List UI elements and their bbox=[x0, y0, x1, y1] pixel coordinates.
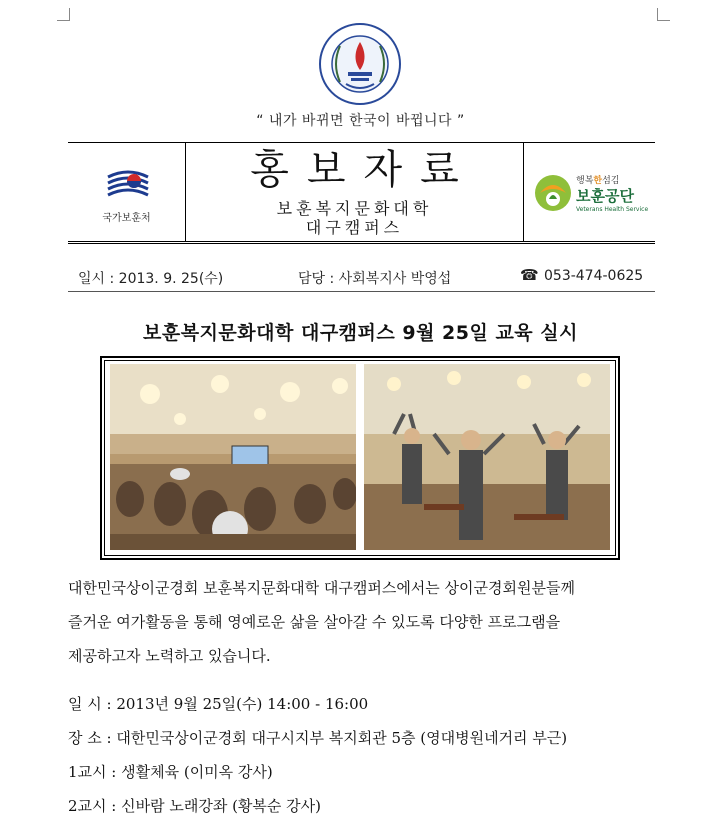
document-subtitle: 보훈복지문화대학 bbox=[276, 199, 433, 218]
body-paragraph-line: 제공하고자 노력하고 있습니다. bbox=[68, 647, 271, 665]
vhs-cell bbox=[524, 143, 655, 241]
telephone-icon: ☎ bbox=[520, 266, 539, 284]
document-title: 홍보자료 bbox=[250, 147, 477, 193]
body-paragraph-line: 즐거운 여가활동을 통해 영예로운 삶을 살아갈 수 있도록 다양한 프로그램을 bbox=[68, 613, 561, 631]
slogan: “ 내가 바뀌면 한국이 바뀝니다 ” bbox=[256, 113, 465, 129]
ministry-label: 국가보훈처 bbox=[102, 213, 151, 224]
class-period-2: 2교시 : 신바람 노래강좌 (황복순 강사) bbox=[68, 797, 322, 815]
contact-person: 담당 : 사회복지사 박영섭 bbox=[298, 271, 452, 287]
title-cell bbox=[186, 143, 524, 241]
event-time: 일 시 : 2013년 9월 25일(수) 14:00 - 16:00 bbox=[68, 695, 369, 713]
body-paragraph-line: 대한민국상이군경회 보훈복지문화대학 대구캠퍼스에서는 상이군경회원분들께 bbox=[68, 579, 575, 597]
document-subtitle-campus: 대구캠퍼스 bbox=[305, 218, 404, 237]
contact-phone: 053-474-0625 bbox=[544, 268, 644, 284]
meta-line bbox=[68, 258, 655, 292]
headline: 보훈복지문화대학 대구캠퍼스 9월 25일 교육 실시 bbox=[143, 322, 578, 344]
class-period-1: 1교시 : 생활체육 (이미옥 강사) bbox=[68, 763, 273, 781]
ministry-cell bbox=[68, 143, 186, 241]
press-release-header bbox=[68, 142, 655, 244]
ministry-logo-icon bbox=[100, 165, 156, 205]
release-date: 일시 : 2013. 9. 25(수) bbox=[78, 271, 224, 287]
event-place: 장 소 : 대한민국상이군경회 대구시지부 복지회관 5층 (영대병원네거리 부근) bbox=[68, 729, 568, 747]
page-corner-mark bbox=[57, 8, 70, 21]
veterans-health-service-logo-icon bbox=[532, 173, 574, 213]
exercise-class-photo bbox=[364, 364, 610, 550]
association-emblem-icon bbox=[318, 22, 402, 106]
lecture-hall-photo bbox=[110, 364, 356, 550]
vhs-name: 보훈공단 bbox=[576, 187, 634, 205]
vhs-tagline: 행복한섬김 bbox=[576, 176, 620, 186]
vhs-english-name: Veterans Health Service bbox=[576, 206, 649, 213]
page-corner-mark bbox=[657, 8, 670, 21]
photo-frame bbox=[100, 356, 620, 560]
